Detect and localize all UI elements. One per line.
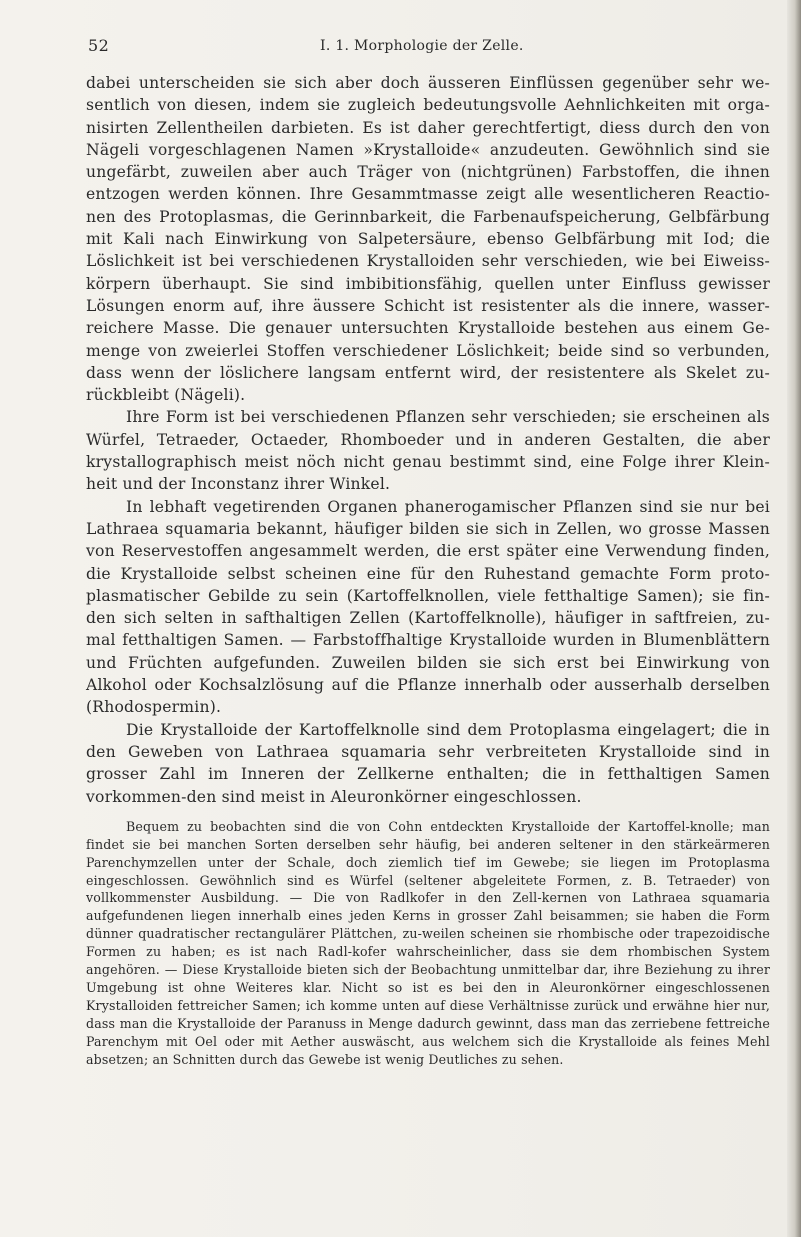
page-body [86, 72, 770, 1068]
note-paragraph: Bequem zu beobachten sind die von Cohn entdeckten Krystalloide der Kartoffel-knolle; man findet sie bei manchen Sorten derselben sehr häufig, bei anderen seltener in den stärkeärmeren Parenchymzellen unter der Schale, doch ziemlich tief im Gewebe; sie liegen im Protoplasma eingeschlossen. Gewöhnlich sind es Würfel (seltener abgeleitete Formen, z. B. Tetraeder) von vollkommenster Ausbildung. — Die von Radlkofer in den Zell-kernen von Lathraea squamaria aufgefundenen liegen innerhalb eines jeden Kerns in grosser Zahl beisammen; sie haben die Form dünner quadratischer rectangulärer Plättchen, zu-weilen scheinen sie rhombische oder trapezoidische Formen zu haben; es ist nach Radl-kofer wahrscheinlicher, dass sie dem rhombischen System angehören. — Diese Krystalloide bieten sich der Beobachtung unmittelbar dar, ihre Beziehung zu ihrer Umgebung ist ohne Weiteres klar. Nicht so ist es bei den in Aleuronkörner eingeschlossenen Krystalloiden fettreicher Samen; ich komme unten auf diese Verhältnisse zurück und erwähne hier nur, dass man die Krystalloide der Paranuss in Menge dadurch gewinnt, dass man das zerriebene fettreiche Parenchym mit Oel oder mit Aether auswäscht, aus welchem sich die Krystalloide als feines Mehl absetzen; an Schnitten durch das Gewebe ist wenig Deutliches zu sehen. [86, 818, 770, 1067]
page-number: 52 [88, 36, 110, 55]
small-print-note [86, 818, 770, 1069]
main-text [86, 72, 770, 808]
page-edge-shadow [787, 0, 801, 1237]
paragraph-2: Ihre Form ist bei verschiedenen Pflanzen sehr verschieden; sie erscheinen als Würfel, Tetraeder, Octaeder, Rhomboeder und in anderen Gestalten, die aber krystallographisch meist nöch nicht genau bestimmt sind, eine Folge ihrer Klein-heit und der Inconstanz ihrer Winkel. [86, 408, 770, 494]
paragraph-3: In lebhaft vegetirenden Organen phanerogamischer Pflanzen sind sie nur bei Lathraea squamaria bekannt, häufiger bilden sie sich in Zellen, wo grosse Massen von Reservestoffen angesammelt werden, die erst später eine Verwendung finden, die Krystalloide selbst scheinen eine für den Ruhestand gemachte Form proto-plasmatischer Gebilde zu sein (Kartoffelknollen, viele fetthaltige Samen); sie fin-den sich selten in safthaltigen Zellen (Kartoffelknolle), häufiger in saftfreien, zu-mal fetthaltigen Samen. — Farbstoffhaltige Krystalloide wurden in Blumenblättern und Früchten aufgefunden. Zuweilen bilden sie sich erst bei Einwirkung von Alkohol oder Kochsalzlösung auf die Pflanze innerhalb oder ausserhalb derselben (Rhodospermin). [86, 497, 770, 717]
running-head: I. 1. Morphologie der Zelle. [320, 38, 524, 54]
page-header [88, 36, 768, 60]
paragraph-4: Die Krystalloide der Kartoffelknolle sind dem Protoplasma eingelagert; die in den Geweben von Lathraea squamaria sehr verbreiteten Krystalloide sind in grosser Zahl im Inneren der Zellkerne enthalten; die in fetthaltigen Samen vorkommen-den sind meist in Aleuronkörner eingeschlossen. [86, 720, 770, 806]
paragraph-1: dabei unterscheiden sie sich aber doch äusseren Einflüssen gegenüber sehr we-sentlich von diesen, indem sie zugleich bedeutungsvolle Aehnlichkeiten mit orga-nisirten Zellentheilen darbieten. Es ist daher gerechtfertigt, diess durch den von Nägeli vorgeschlagenen Namen »Krystalloide« anzudeuten. Gewöhnlich sind sie ungefärbt, zuweilen aber auch Träger von (nichtgrünen) Farbstoffen, die ihnen entzogen werden können. Ihre Gesammtmasse zeigt alle wesentlicheren Reactio-nen des Protoplasmas, die Gerinnbarkeit, die Farbenaufspeicherung, Gelbfärbung mit Kali nach Einwirkung von Salpetersäure, ebenso Gelbfärbung mit Iod; die Löslichkeit ist bei verschiedenen Krystalloiden sehr verschieden, wie bei Eiweiss-körpern überhaupt. Sie sind imbibitionsfähig, quellen unter Einfluss gewisser Lösungen enorm auf, ihre äussere Schicht ist resistenter als die innere, wasser-reichere Masse. Die genauer untersuchten Krystalloide bestehen aus einem Ge-menge von zweierlei Stoffen verschiedener Löslichkeit; beide sind so verbunden, dass wenn der löslichere langsam entfernt wird, der resistentere als Skelet zu-rückbleibt (Nägeli). [86, 74, 770, 405]
